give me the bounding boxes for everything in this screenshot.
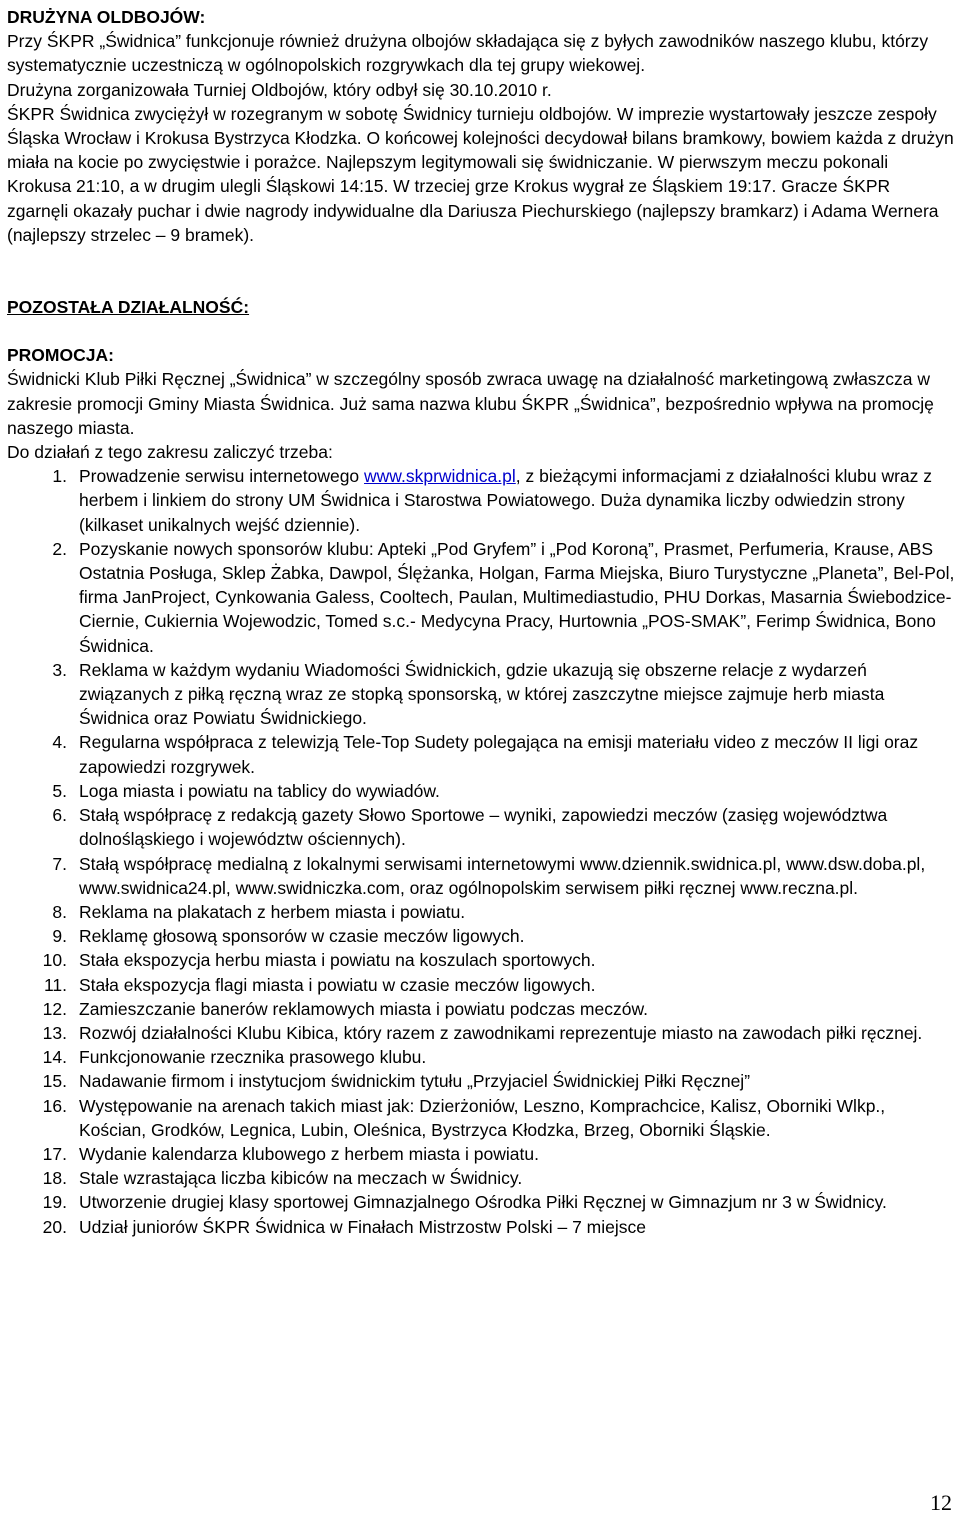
list-item xyxy=(7,1021,955,1045)
list-item xyxy=(7,730,955,778)
list-item-text: Występowanie na arenach takich miast jak: Dzierżoniów, Leszno, Komprachcice, Kalisz, Oborniki Wlkp., Kościan, Grodków, Legnica, Lubin, Oleśnica, Bystrzyca Kłodzka, Brzeg, Oborniki Śląskie. xyxy=(79,1095,886,1140)
list-item-number: 14. xyxy=(42,1047,67,1068)
list-item-text: Zamieszczanie banerów reklamowych miasta i powiatu podczas meczów. xyxy=(79,998,648,1019)
oldboys-paragraph: Przy ŚKPR „Świdnica” funkcjonuje również drużyna olbojów składająca się z byłych zawodników naszego klubu, którzy systematycznie uczestniczą w ogólnopolskich rozgrywkach dla tej grupy wiekowej. xyxy=(7,31,929,76)
list-item-text: Funkcjonowanie rzecznika prasowego klubu. xyxy=(79,1047,427,1068)
list-item-text: Wydanie kalendarza klubowego z herbem miasta i powiatu. xyxy=(79,1143,539,1164)
list-item-number: 15. xyxy=(42,1071,67,1092)
list-item-number: 17. xyxy=(42,1143,67,1164)
list-item xyxy=(7,537,955,658)
list-item xyxy=(7,1166,955,1190)
list-item-text: Stałą współpracę z redakcją gazety Słowo Sportowe – wyniki, zapowiedzi meczów (zasięg województwa dolnośląskiego i województw ościennych). xyxy=(79,805,888,850)
list-item-number: 20. xyxy=(42,1216,67,1237)
list-item-number: 16. xyxy=(42,1095,67,1116)
list-item-text: Nadawanie firmom i instytucjom świdnickim tytułu „Przyjaciel Świdnickiej Piłki Ręcznej” xyxy=(79,1071,751,1092)
section-spacer xyxy=(7,319,955,343)
list-item xyxy=(7,948,955,972)
list-item-number: 3. xyxy=(52,659,67,680)
list-item-number: 13. xyxy=(42,1022,67,1043)
document-body xyxy=(7,5,955,1239)
list-item-text: Reklamę głosową sponsorów w czasie meczów ligowych. xyxy=(79,926,525,947)
list-item-number: 11. xyxy=(43,974,67,995)
list-item-number: 8. xyxy=(52,901,67,922)
list-item-text: , z bieżącymi informacjami z działalności klubu wraz z herbem i linkiem do strony UM Świdnica i Starostwa Powiatowego. Duża dynamika liczby odwiedzin strony (kilkaset unikalnych wejść dziennie). xyxy=(79,466,932,535)
list-item-text: Regularna współpraca z telewizją Tele-Top Sudety polegająca na emisji materiału video z meczów II ligi oraz zapowiedzi rozgrywek. xyxy=(79,732,919,777)
list-item-text: Stała ekspozycja herbu miasta i powiatu na koszulach sportowych. xyxy=(79,950,596,971)
list-item xyxy=(7,1045,955,1069)
list-item-text: Stale wzrastająca liczba kibiców na meczach w Świdnicy. xyxy=(79,1168,523,1189)
list-item-number: 6. xyxy=(52,805,67,826)
list-item-number: 4. xyxy=(52,732,67,753)
promotion-heading: PROMOCJA: xyxy=(7,345,114,366)
list-item-text: Reklama w każdym wydaniu Wiadomości Świdnickich, gdzie ukazują się obszerne relacje z wydarzeń związanych z piłką ręczną wraz ze stopką sponsorską, w której zaszczytne miejsce zajmuje herb miasta Świdnica oraz Powiatu Świdnickiego. xyxy=(79,659,885,729)
list-item-text: Stałą współpracę medialną z lokalnymi serwisami internetowymi www.dziennik.swidnica.pl, www.dsw.doba.pl, www.swidnica24.pl, www.swidniczka.com, oraz ogólnopolskim serwisem piłki ręcznej www.reczna.pl. xyxy=(79,853,926,898)
list-item-number: 9. xyxy=(52,926,67,947)
list-item xyxy=(7,1190,955,1214)
list-item-text: Rozwój działalności Klubu Kibica, który razem z zawodnikami reprezentuje miasto na zawodach piłki ręcznej. xyxy=(79,1022,923,1043)
list-item xyxy=(7,973,955,997)
list-item-text: Loga miasta i powiatu na tablicy do wywiadów. xyxy=(79,780,440,801)
list-item-number: 7. xyxy=(52,853,67,874)
promotion-lead: Do działań z tego zakresu zaliczyć trzeba: xyxy=(7,442,333,463)
list-item-text: Reklama na plakatach z herbem miasta i powiatu. xyxy=(79,901,466,922)
list-item xyxy=(7,803,955,851)
list-item xyxy=(7,900,955,924)
list-item-number: 12. xyxy=(42,998,67,1019)
list-item-number: 19. xyxy=(42,1192,67,1213)
list-item-number: 10. xyxy=(42,950,67,971)
list-item-text: Pozyskanie nowych sponsorów klubu: Apteki „Pod Gryfem” i „Pod Koroną”, Prasmet, Perfumeria, Krause, ABS Ostatnia Posługa, Sklep Żabka, Dawpol, Ślężanka, Holgan, Farma Miejska, Biuro Turystyczne „Planeta”, Bel-Pol, firma JanProject, Cynkowania Galess, Cooltech, Paulan, Multimediastudio, PHU Dorkas, Masarnia Świebodzice-Ciernie, Cukiernia Wojewodzic, Tomed s.c.- Medycyna Pracy, Hurtownia „POS-SMAK”, Ferimp Świdnica, Bono Świdnica. xyxy=(79,538,955,656)
list-item xyxy=(7,924,955,948)
oldboys-heading: DRUŻYNA OLDBOJÓW: xyxy=(7,7,206,27)
promotion-list xyxy=(7,464,955,1239)
website-link[interactable]: www.skprwidnica.pl xyxy=(364,466,516,487)
page-number: 12 xyxy=(930,1490,952,1515)
list-item xyxy=(7,779,955,803)
list-item xyxy=(7,1142,955,1166)
other-activity-heading: POZOSTAŁA DZIAŁALNOŚĆ: xyxy=(7,297,250,318)
list-item xyxy=(7,1094,955,1142)
list-item-text: Stała ekspozycja flagi miasta i powiatu w czasie meczów ligowych. xyxy=(79,974,596,995)
list-item-text: Utworzenie drugiej klasy sportowej Gimnazjalnego Ośrodka Piłki Ręcznej w Gimnazjum nr 3 w Świdnicy. xyxy=(79,1192,887,1213)
list-item-number: 1. xyxy=(52,466,67,487)
oldboys-paragraph: Drużyna zorganizowała Turniej Oldbojów, który odbył się 30.10.2010 r. xyxy=(7,79,552,100)
list-item-number: 5. xyxy=(52,780,67,801)
list-item xyxy=(7,852,955,900)
section-spacer xyxy=(7,247,955,295)
list-item xyxy=(7,1215,955,1239)
list-item xyxy=(7,997,955,1021)
promotion-intro: Świdnicki Klub Piłki Ręcznej „Świdnica” w szczególny sposób zwraca uwagę na działalność marketingową zwłaszcza w zakresie promocji Gminy Miasta Świdnica. Już sama nazwa klubu ŚKPR „Świdnica”, bezpośrednio wpływa na promocję naszego miasta. xyxy=(7,369,934,438)
list-item-text: Prowadzenie serwisu internetowego xyxy=(79,466,365,487)
list-item-text: Udział juniorów ŚKPR Świdnica w Finałach Mistrzostw Polski – 7 miejsce xyxy=(79,1216,646,1237)
list-item xyxy=(7,464,955,537)
list-item-number: 2. xyxy=(52,538,67,559)
list-item xyxy=(7,658,955,731)
list-item xyxy=(7,1069,955,1093)
list-item-number: 18. xyxy=(42,1168,67,1189)
oldboys-paragraph: ŚKPR Świdnica zwyciężył w rozegranym w sobotę Świdnicy turnieju oldbojów. W imprezie wystartowały jeszcze zespoły Śląska Wrocław i Krokusa Bystrzyca Kłodzka. O końcowej kolejności decydował bilans bramkowy, bowiem każda z drużyn miała na kocie po zwycięstwie i porażce. Najlepszym legitymowali się świdniczanie. W pierwszym meczu pokonali Krokusa 21:10, a w drugim ulegli Śląskowi 14:15. W trzeciej grze Krokus wygrał ze Śląskiem 19:17. Gracze ŚKPR zgarnęli okazały puchar i dwie nagrody indywidualne dla Dariusza Piechurskiego (najlepszy bramkarz) i Adama Wernera (najlepszy strzelec – 9 bramek). xyxy=(7,103,954,245)
